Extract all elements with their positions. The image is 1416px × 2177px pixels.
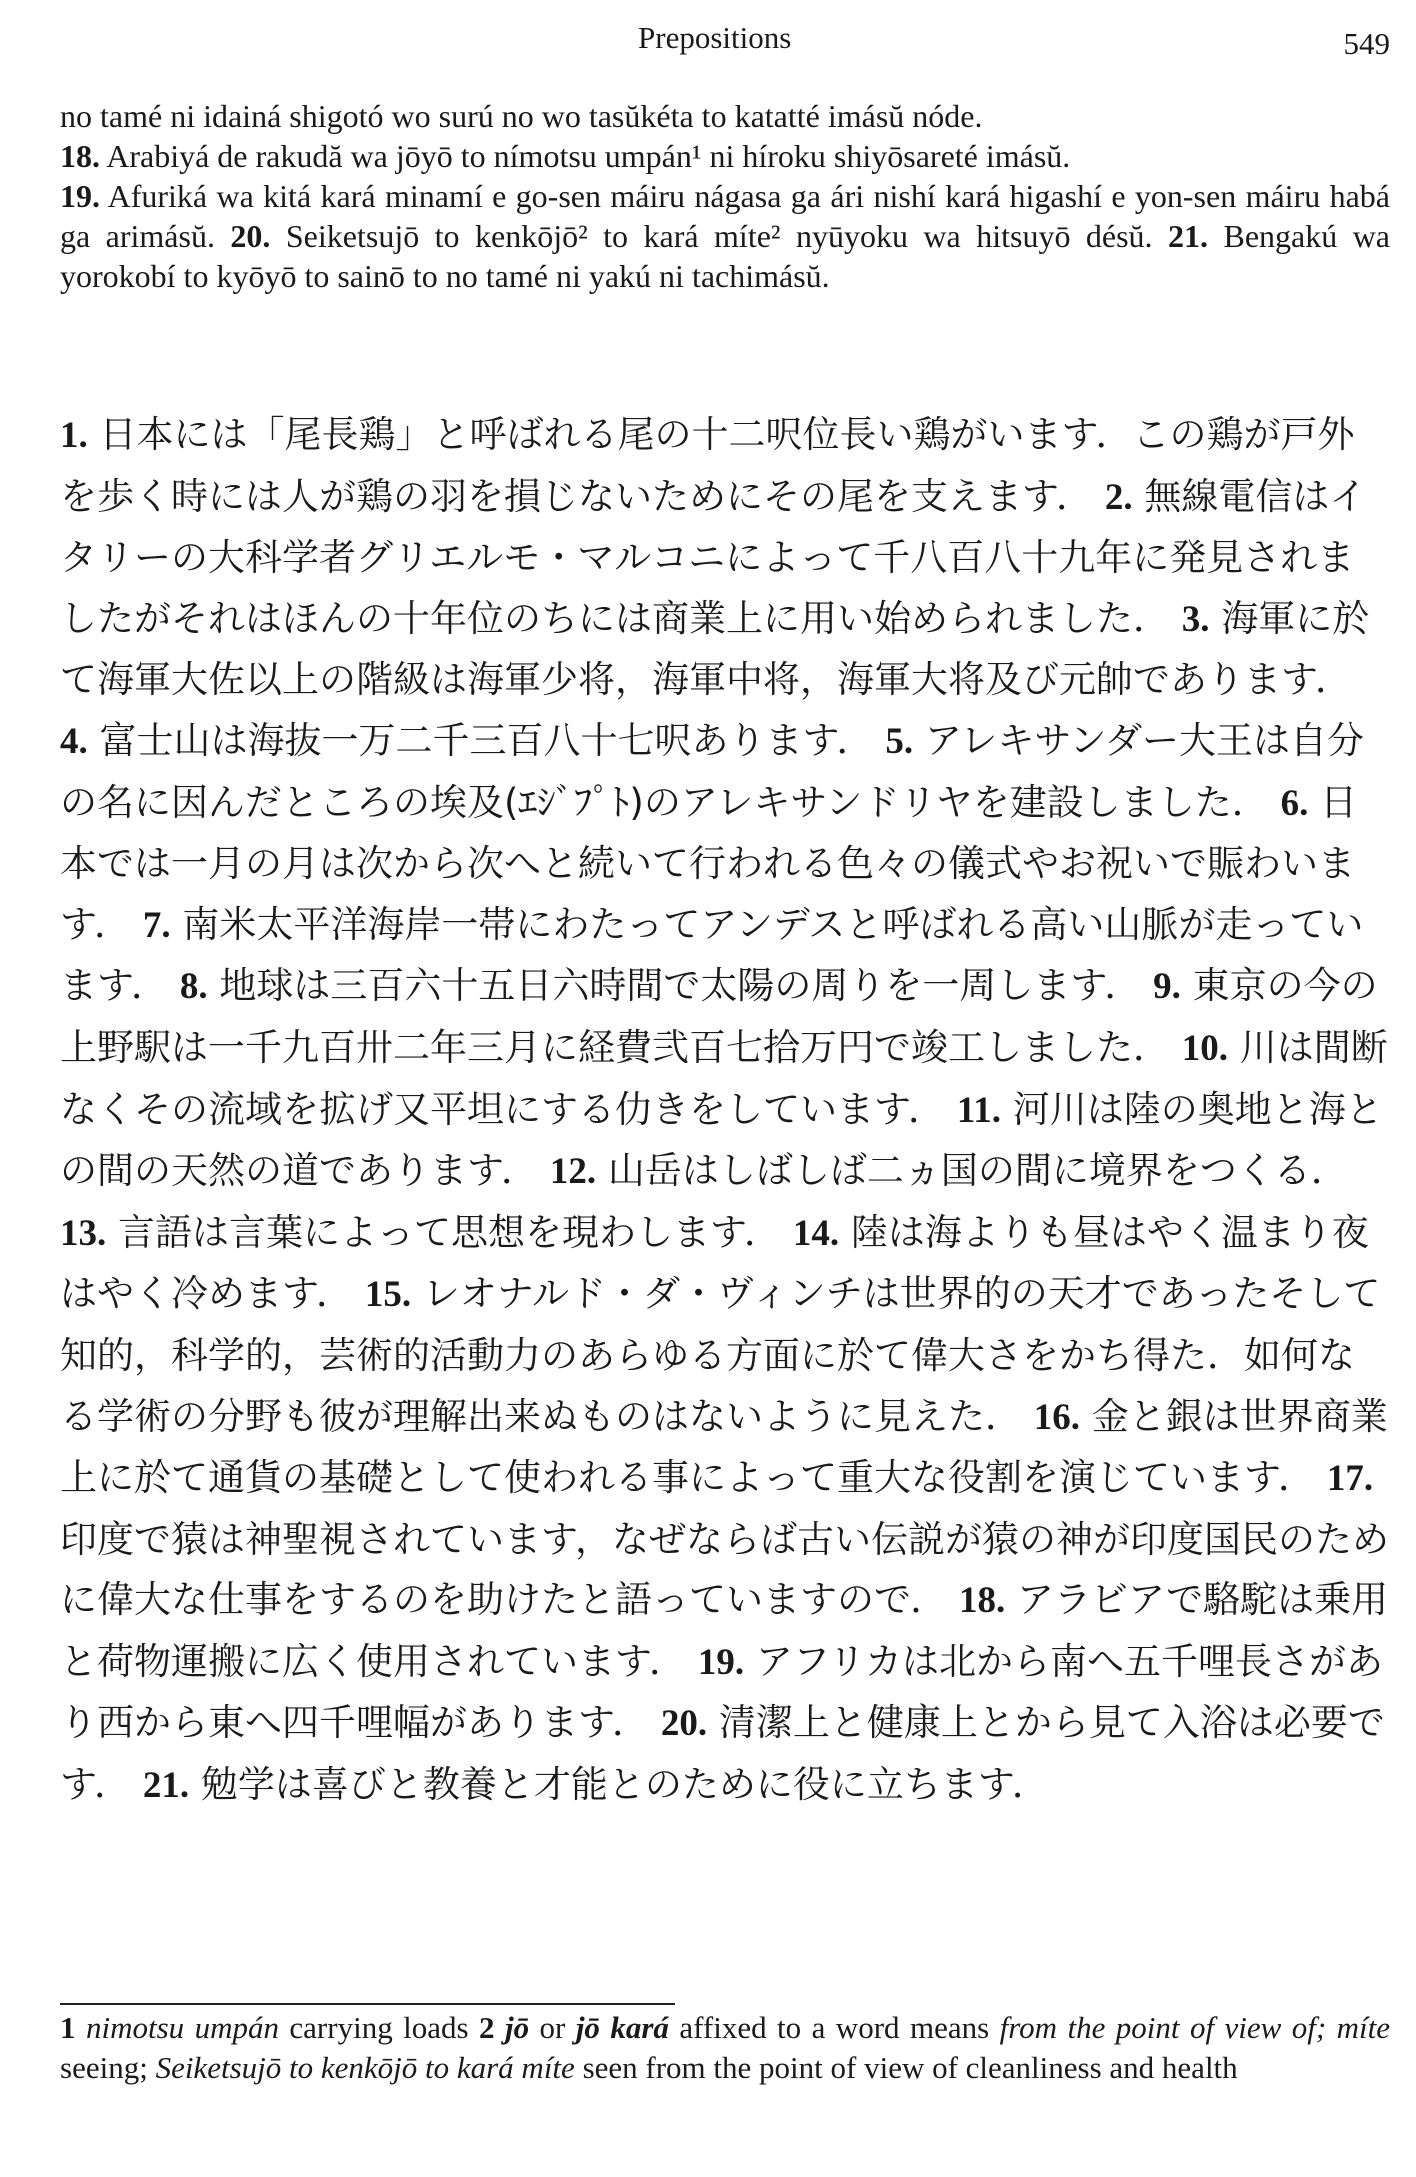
footnote-number: 2 [479,2010,495,2045]
japanese-text: 東京の今の上野駅は一千九百卅二年三月に経費弐百七拾万円で竣工しました． [60,964,1378,1069]
japanese-paragraph [60,405,1390,1817]
japanese-text: レオナルド・ダ・ヴィンチは世界的の天才であったそして知的，科学的，芸術的活動力のあらゆる方面に於て偉大さをかち得た．如何なる学術の分野も彼が理解出来ぬものはないように見えた． [60,1272,1381,1438]
japanese-text: 河川は陸の奥地と海との間の天然の道であります． [60,1087,1383,1193]
sentence-number: 5. [885,720,914,762]
sentence-number: 7. [142,904,171,946]
running-header [60,20,1390,64]
footnote-phrase: Seiketsujō to kenkōjō to kará míte [155,2050,575,2085]
footnote-term: míte [1326,2010,1391,2045]
sentence-number: 13. [60,1212,107,1254]
sentence-number: 10. [1181,1027,1229,1069]
sentence-number: 20. [230,218,271,254]
japanese-text: 言語は言葉によって思想を現わします． [106,1210,782,1254]
romaji-text: Afuriká wa kitá kará minamí e go-sen máiru nágasa ga ári nishí kará higashí e yon-sen máiru habá ga arimásŭ. [60,178,1390,254]
footnote-number: 1 [60,2010,76,2045]
romaji-text: Arabiyá de rakudă wa jōyō to nímotsu umpán¹ ni híroku shiyōsareté imásŭ. [100,138,1071,174]
sentence-number: 3. [1181,598,1210,640]
japanese-text: アレキサンダー大王は自分の名に因んだところの埃及(ｴｼﾞﾌﾟﾄ)のアレキサンドリヤを建設しました． [60,718,1365,824]
japanese-text: 清潔上と健康上とから見て入浴は必要です． [60,1701,1385,1807]
footnotes [60,2008,1390,2088]
japanese-text: 地球は三百六十五日六時間で太陽の周りを一周します． [207,964,1142,1008]
footnote-term: jō [504,2010,530,2045]
sentence-number: 16. [1033,1396,1081,1438]
running-title: Prepositions [638,20,792,55]
sentence-number: 1. [60,415,88,456]
sentence-number: 2. [1104,476,1133,518]
japanese-text: 陸は海よりも昼はやく温まり夜はやく冷めます． [60,1210,1369,1316]
japanese-text: 印度で猿は神聖視されています，なぜならば古い伝説が猿の神が印度国民のために偉大な仕事をするのを助けたと語っていますので． [60,1517,1390,1622]
sentence-number: 19. [60,178,100,214]
sentence-number: 19. [697,1641,745,1683]
footnote-definition: carrying loads [278,2010,480,2045]
sentence-number: 18. [959,1580,1006,1622]
footnote-text: or [529,2010,576,2045]
footnote-definition: seeing; [60,2050,156,2085]
japanese-text: 南米太平洋海岸一帯にわたってアンデスと呼ばれる高い山脈が走っています． [60,902,1364,1008]
japanese-text: アラビアで駱駝は乗用と荷物運搬に広く使用されています． [60,1578,1389,1683]
sentence-number: 4. [60,720,88,762]
romaji-text: no tamé ni idainá shigotó wo surú no wo tasŭkéta to katatté imásŭ nóde. [60,98,983,134]
page [60,0,1390,2177]
japanese-text: 勉学は喜びと教養と才能とのために役に立ちます． [189,1763,1049,1807]
japanese-text: 川は間断なくその流域を拡げ又平坦にする仂きをしています． [60,1025,1388,1131]
japanese-text: 富士山は海抜一万二千三百八十七呎あります． [87,718,874,762]
sentence-number: 12. [549,1151,597,1193]
sentence-number: 18. [60,138,100,174]
sentence-number: 9. [1153,966,1181,1008]
japanese-text: 山岳はしばしば二ヵ国の間に境界をつくる． [596,1149,1348,1193]
sentence-number: 15. [364,1274,412,1316]
japanese-text: 日本には「尾長鶏」と呼ばれる尾の十二呎位長い鶏がいます．この鶏が戸外を歩く時には人が鶏の羽を損じないためにその尾を支えます． [60,413,1355,518]
japanese-text: アフリカは北から南へ五千哩長さがあり西から東へ四千哩幅があります． [60,1639,1383,1745]
sentence-number: 14. [792,1212,840,1254]
footnote-definition: affixed to a word means [668,2010,1000,2045]
page-number: 549 [1343,26,1390,61]
sentence-number: 11. [956,1089,1002,1131]
japanese-text: 金と銀は世界商業上に於て通貨の基礎として使われる事によって重大な役割を演じています． [60,1394,1388,1500]
sentence-number: 6. [1280,782,1309,824]
romaji-paragraph [60,96,1390,296]
sentence-number: 21. [1168,218,1209,254]
sentence-number: 8. [179,966,208,1008]
japanese-text: 海軍に於て海軍大佐以上の階級は海軍少将，海軍中将，海軍大将及び元帥であります． [60,596,1370,702]
footnote-term: jō kará [575,2010,669,2045]
sentence-number: 21. [142,1765,190,1807]
footnote-phrase: from the point of view of; [999,2010,1327,2045]
romaji-text: Bengakú wa yorokobí to kyōyō to sainō to no tamé ni yakú ni tachimásŭ. [60,218,1391,294]
romaji-text: Seiketsujō to kenkōjō² to kará míte² nyūyoku wa hitsuyō désŭ. [270,218,1169,254]
japanese-text: 無線電信はイタリーの大科学者グリエルモ・マルコニによって千八百八十九年に発見されましたがそれはほんの十年位のちには商業上に用い始められました． [60,474,1367,640]
japanese-text: 日本では一月の月は次から次へと続いて行われる色々の儀式やお祝いで賑わいます． [60,780,1358,946]
footnote-term: nimotsu umpán [85,2010,279,2045]
footnote-rule [60,2003,675,2005]
footnote-definition: seen from the point of view of cleanliness and health [574,2050,1238,2085]
sentence-number: 17. [1326,1458,1374,1500]
sentence-number: 20. [660,1703,708,1745]
